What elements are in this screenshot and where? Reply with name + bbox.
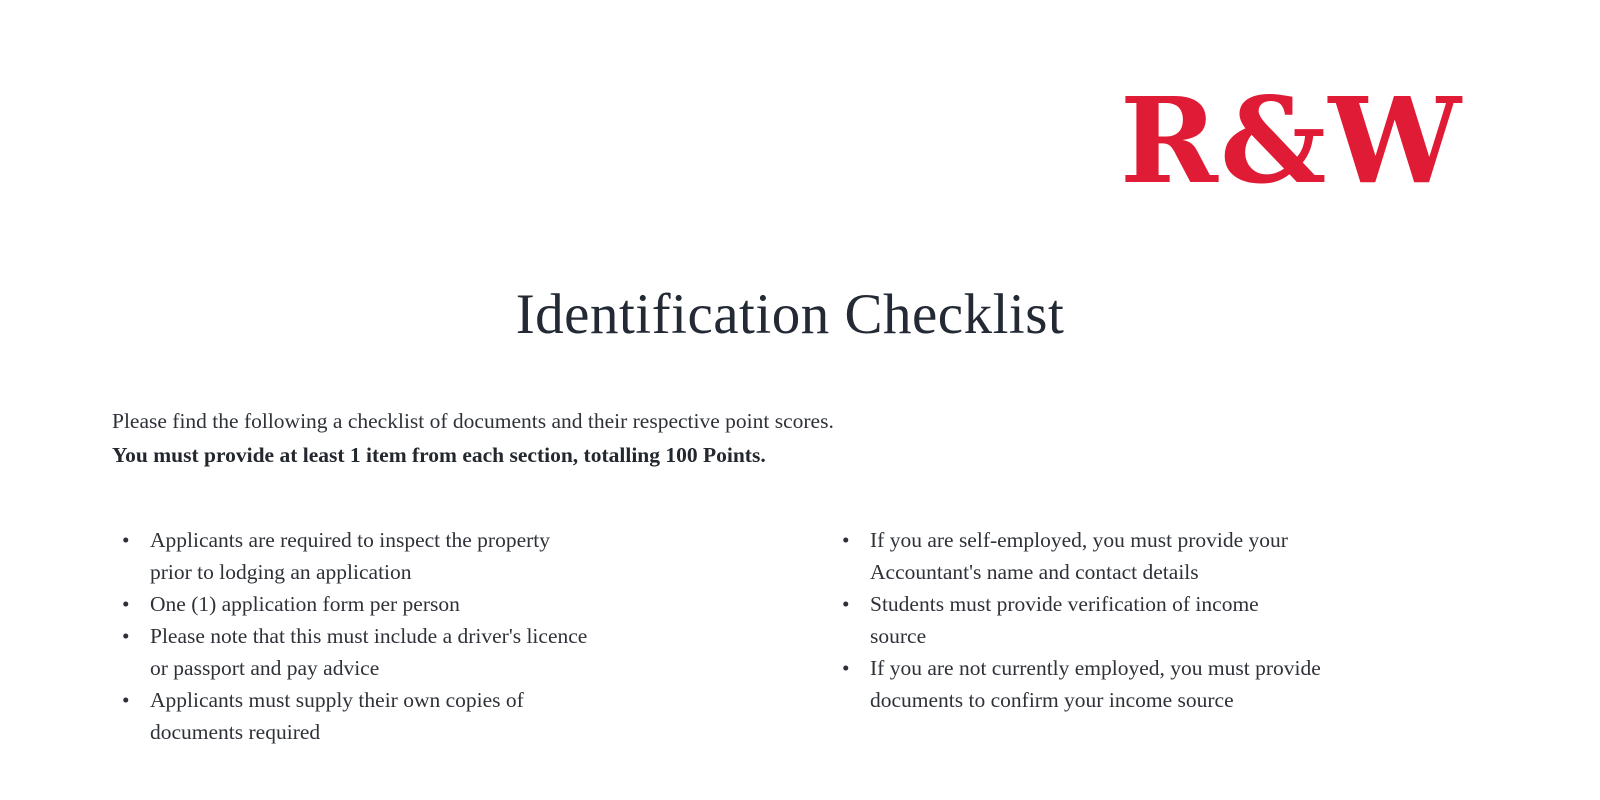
checklist-right-column xyxy=(832,524,1492,748)
list-item: • Please note that this must include a driver's licence or passport and pay advice xyxy=(122,620,712,684)
list-item: • If you are self-employed, you must provide your Accountant's name and contact details xyxy=(842,524,1492,588)
checklist-left-column xyxy=(112,524,712,748)
intro-paragraph xyxy=(112,404,1212,472)
intro-line: Please find the following a checklist of documents and their respective point scores. xyxy=(112,409,834,433)
rw-brand-logo: R&W xyxy=(1119,71,1463,210)
page-title: Identification Checklist xyxy=(515,283,1065,346)
list-item: • Applicants are required to inspect the property prior to lodging an application xyxy=(122,524,712,588)
intro-requirement-line: You must provide at least 1 item from each section, totalling 100 Points. xyxy=(112,443,766,467)
list-item: • If you are not currently employed, you must provide documents to confirm your income source xyxy=(842,652,1492,716)
list-item: • One (1) application form per person xyxy=(122,588,712,620)
list-item: • Applicants must supply their own copies of documents required xyxy=(122,684,712,748)
checklist-columns xyxy=(112,524,1492,748)
list-item: • Students must provide verification of income source xyxy=(842,588,1492,652)
